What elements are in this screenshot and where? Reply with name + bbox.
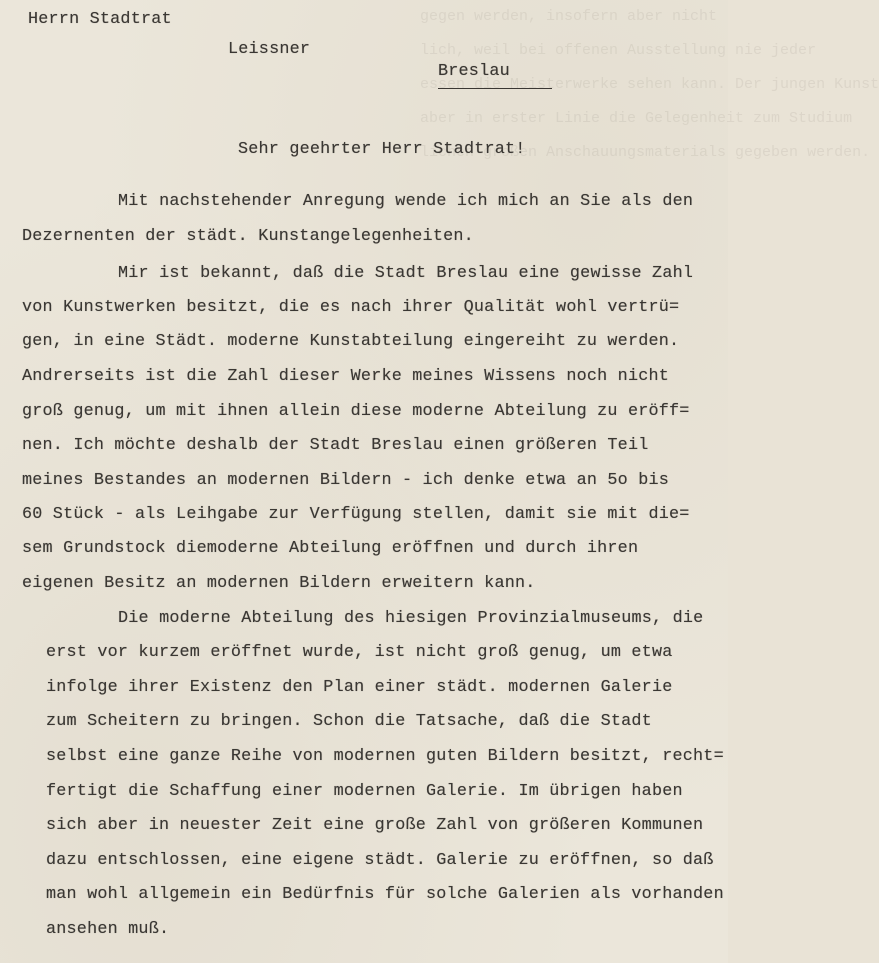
body-line: Dezernenten der städt. Kunstangelegenheiten. (22, 227, 474, 246)
body-line: gen, in eine Städt. moderne Kunstabteilung eingereiht zu werden. (22, 332, 680, 351)
body-line: dazu entschlossen, eine eigene städt. Galerie zu eröffnen, so daß (46, 851, 714, 870)
address-line-2: Leissner (228, 40, 311, 59)
body-line: infolge ihrer Existenz den Plan einer städt. modernen Galerie (46, 678, 673, 697)
salutation: Sehr geehrter Herr Stadtrat! (238, 140, 526, 159)
body-line: sem Grundstock diemoderne Abteilung eröffnen und durch ihren (22, 539, 639, 558)
address-line-3: Breslau (438, 62, 510, 81)
body-line: man wohl allgemein ein Bedürfnis für solche Galerien als vorhanden (46, 885, 724, 904)
address-line-1: Herrn Stadtrat (28, 10, 172, 29)
body-line: fertigt die Schaffung einer modernen Galerie. Im übrigen haben (46, 782, 683, 801)
body-line: nen. Ich möchte deshalb der Stadt Breslau einen größeren Teil (22, 436, 649, 455)
body-line: groß genug, um mit ihnen allein diese moderne Abteilung zu eröff= (22, 402, 690, 421)
body-line: Mit nachstehender Anregung wende ich mich an Sie als den (118, 192, 694, 211)
body-line: von Kunstwerken besitzt, die es nach ihrer Qualität wohl vertrü= (22, 298, 680, 317)
body-line: ansehen muß. (46, 920, 170, 939)
body-line: eigenen Besitz an modernen Bildern erweitern kann. (22, 574, 536, 593)
body-line: zum Scheitern zu bringen. Schon die Tatsache, daß die Stadt (46, 712, 652, 731)
body-line: 60 Stück - als Leihgabe zur Verfügung stellen, damit sie mit die= (22, 505, 690, 524)
body-line: Mir ist bekannt, daß die Stadt Breslau eine gewisse Zahl (118, 264, 694, 283)
body-line: meines Bestandes an modernen Bildern - ich denke etwa an 5o bis (22, 471, 670, 490)
body-line: selbst eine ganze Reihe von modernen guten Bildern besitzt, recht= (46, 747, 724, 766)
body-line: sich aber in neuester Zeit eine große Zahl von größeren Kommunen (46, 816, 704, 835)
address-underline (438, 88, 552, 89)
body-line: Die moderne Abteilung des hiesigen Provinzialmuseums, die (118, 609, 704, 628)
body-line: Andrerseits ist die Zahl dieser Werke meines Wissens noch nicht (22, 367, 670, 386)
bleed-through-texture: gegen werden, insofern aber nicht lich, weil bei offenen Ausstellung nie jeder essen die Meisterwerke sehen kann. Der jungen Kunst aber in erster Linie die Gelegenheit zum Studium lichen großen Anschauungsmaterials gegeben werden. (420, 8, 879, 161)
body-line: erst vor kurzem eröffnet wurde, ist nicht groß genug, um etwa (46, 643, 673, 662)
